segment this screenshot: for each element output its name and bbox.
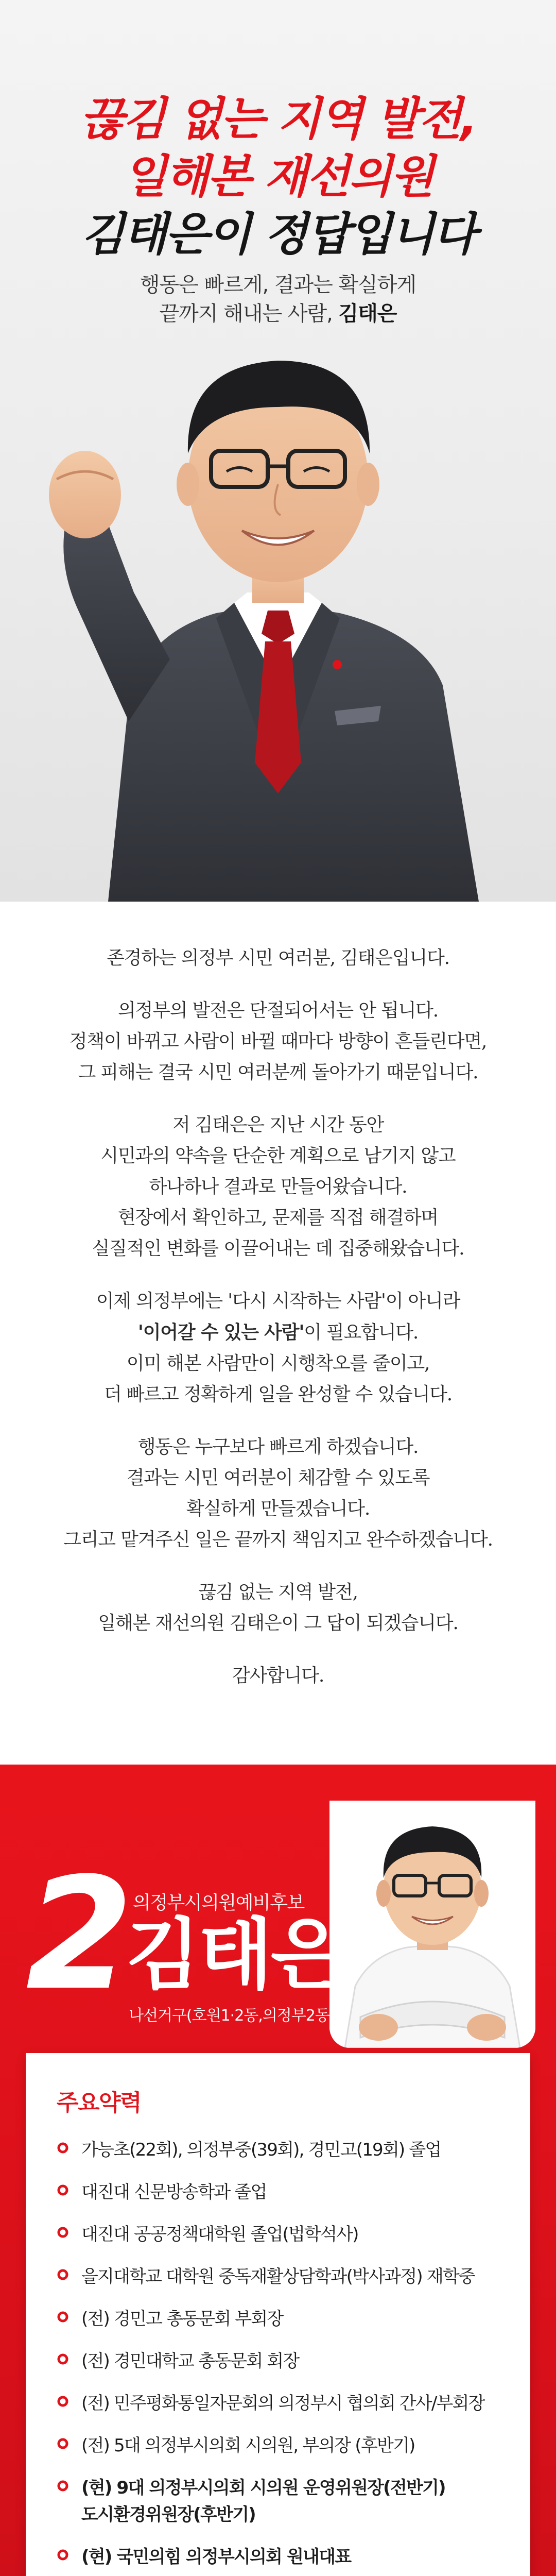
ring-bullet-icon xyxy=(57,2184,69,2196)
letter-line: 의정부의 발전은 단절되어서는 안 됩니다. xyxy=(117,1000,438,1021)
career-item-line: 가능초(22회), 의정부중(39회), 경민고(19회) 졸업 xyxy=(81,2140,441,2160)
candidate-photo-frame xyxy=(329,1801,535,2048)
headline-line-3: 김태은이 정답입니다 xyxy=(81,208,475,261)
ring-bullet-icon xyxy=(57,2311,69,2323)
letter-line: 현장에서 확인하고, 문제를 직접 해결하며 xyxy=(117,1207,438,1228)
career-item-line: 도시환경위원장(후반기) xyxy=(81,2504,255,2525)
letter-paragraph xyxy=(0,943,556,974)
letter-line: 하나하나 결과로 만들어왔습니다. xyxy=(149,1176,407,1197)
ring-bullet-icon xyxy=(57,2480,69,2492)
letter-line: 존경하는 의정부 시민 여러분, 김태은입니다. xyxy=(107,947,449,969)
letter-line: 끊김 없는 지역 발전, xyxy=(198,1582,358,1603)
career-item-line: (전) 경민고 총동문회 부회장 xyxy=(81,2309,283,2329)
career-item-text xyxy=(81,2390,484,2417)
subtitle-line-1: 행동은 빠르게, 결과는 확실하게 xyxy=(140,273,416,297)
greeting-letter xyxy=(0,902,556,1765)
career-item-text xyxy=(81,2263,475,2290)
headline-line-1: 끊김 없는 지역 발전, xyxy=(80,92,476,145)
district-label: 나선거구(호원1·2동,의정부2동) xyxy=(129,2007,335,2025)
career-item-text xyxy=(81,2544,351,2570)
career-item-line: (전) 경민대학교 총동문회 회장 xyxy=(81,2351,299,2371)
letter-line: 이미 해본 사람만이 시행착오를 줄이고, xyxy=(126,1353,430,1374)
career-item-line: (전) 5대 의정부시의회 시의원, 부의장 (후반기) xyxy=(81,2435,415,2456)
letter-emphasis-line xyxy=(0,1317,556,1348)
letter-line: 이제 의정부에는 '다시 시작하는 사람'이 아니라 xyxy=(96,1291,460,1312)
letter-emphasis-rest: 이 필요합니다. xyxy=(304,1322,419,1343)
ring-bullet-icon xyxy=(57,2395,69,2408)
career-item-text xyxy=(81,2221,358,2248)
career-item-line: 을지대학교 대학원 중독재활상담학과(박사과정) 재학중 xyxy=(81,2266,475,2287)
letter-line: 그리고 맡겨주신 일은 끝까지 책임지고 완수하겠습니다. xyxy=(63,1529,493,1550)
subtitle-name: 김태은 xyxy=(338,302,397,326)
letter-paragraph xyxy=(0,1110,556,1264)
career-item xyxy=(57,2263,502,2290)
letter-line: 행동은 누구보다 빠르게 하겠습니다. xyxy=(137,1436,419,1458)
letter-line: 저 김태은은 지난 시간 동안 xyxy=(172,1114,384,1136)
letter-paragraph xyxy=(0,1660,556,1691)
career-item-line: (현) 국민의힘 의정부시의회 원내대표 xyxy=(81,2547,351,2567)
ring-bullet-icon xyxy=(57,2549,69,2561)
candidate-number: 2 xyxy=(26,1844,128,2024)
letter-paragraph xyxy=(0,1432,556,1555)
ring-bullet-icon xyxy=(57,2142,69,2154)
letter-paragraph xyxy=(0,1577,556,1639)
ring-bullet-icon xyxy=(57,2353,69,2365)
career-list xyxy=(57,2137,502,2570)
letter-line: 실질적인 변화를 이끌어내는 데 집중해왔습니다. xyxy=(92,1238,464,1259)
letter-paragraph xyxy=(0,995,556,1088)
candidate-portrait-image xyxy=(0,0,556,902)
career-item-text xyxy=(81,2179,267,2206)
letter-emphasis: '이어갈 수 있는 사람' xyxy=(137,1321,304,1343)
career-item-line: (전) 민주평화통일자문회의 의정부시 협의회 간사/부회장 xyxy=(81,2393,484,2414)
career-item-line: 대진대 공공정책대학원 졸업(법학석사) xyxy=(81,2224,358,2245)
career-item xyxy=(57,2221,502,2248)
career-title: 주요약력 xyxy=(57,2090,142,2116)
career-item-text xyxy=(81,2348,299,2375)
career-item-text xyxy=(81,2432,414,2459)
candidate-profile xyxy=(0,1765,556,2576)
career-item-text xyxy=(81,2475,445,2528)
candidate-photo-image xyxy=(329,1801,535,2048)
letter-line: 시민과의 약속을 단순한 계획으로 남기지 않고 xyxy=(100,1145,456,1166)
career-item-text xyxy=(81,2306,283,2332)
candidate-name: 김태은 xyxy=(126,1910,343,2000)
hero-section xyxy=(0,0,556,902)
letter-line: 확실하게 만들겠습니다. xyxy=(186,1498,370,1519)
letter-closing: 감사합니다. xyxy=(232,1665,324,1686)
letter-line: 그 피해는 결국 시민 여러분께 돌아가기 때문입니다. xyxy=(78,1062,478,1083)
letter-paragraph xyxy=(0,1286,556,1410)
career-item xyxy=(57,2475,502,2528)
ring-bullet-icon xyxy=(57,2268,69,2281)
career-item xyxy=(57,2306,502,2332)
career-item xyxy=(57,2432,502,2459)
career-item xyxy=(57,2348,502,2375)
letter-line: 더 빠르고 정확하게 일을 완성할 수 있습니다. xyxy=(103,1384,453,1405)
candidate-label: 의정부시의원예비후보 xyxy=(133,1892,304,1913)
career-card xyxy=(26,2053,530,2576)
career-item xyxy=(57,2544,502,2570)
subtitle-line-2-text: 끝까지 해내는 사람, xyxy=(159,302,339,326)
letter-line: 일해본 재선의원 김태은이 그 답이 되겠습니다. xyxy=(98,1613,458,1634)
headline-line-2: 일해본 재선의원 xyxy=(123,150,433,203)
career-item xyxy=(57,2137,502,2163)
letter-line: 정책이 바뀌고 사람이 바뀔 때마다 방향이 흔들린다면, xyxy=(69,1031,487,1052)
letter-line: 결과는 시민 여러분이 체감할 수 있도록 xyxy=(126,1467,430,1488)
career-item-text xyxy=(81,2137,441,2163)
career-item-line: 대진대 신문방송학과 졸업 xyxy=(81,2182,267,2202)
career-item xyxy=(57,2390,502,2417)
career-item xyxy=(57,2179,502,2206)
ring-bullet-icon xyxy=(57,2437,69,2450)
ring-bullet-icon xyxy=(57,2226,69,2239)
career-item-line: (현) 9대 의정부시의회 시의원 운영위원장(전반기) xyxy=(81,2478,445,2498)
